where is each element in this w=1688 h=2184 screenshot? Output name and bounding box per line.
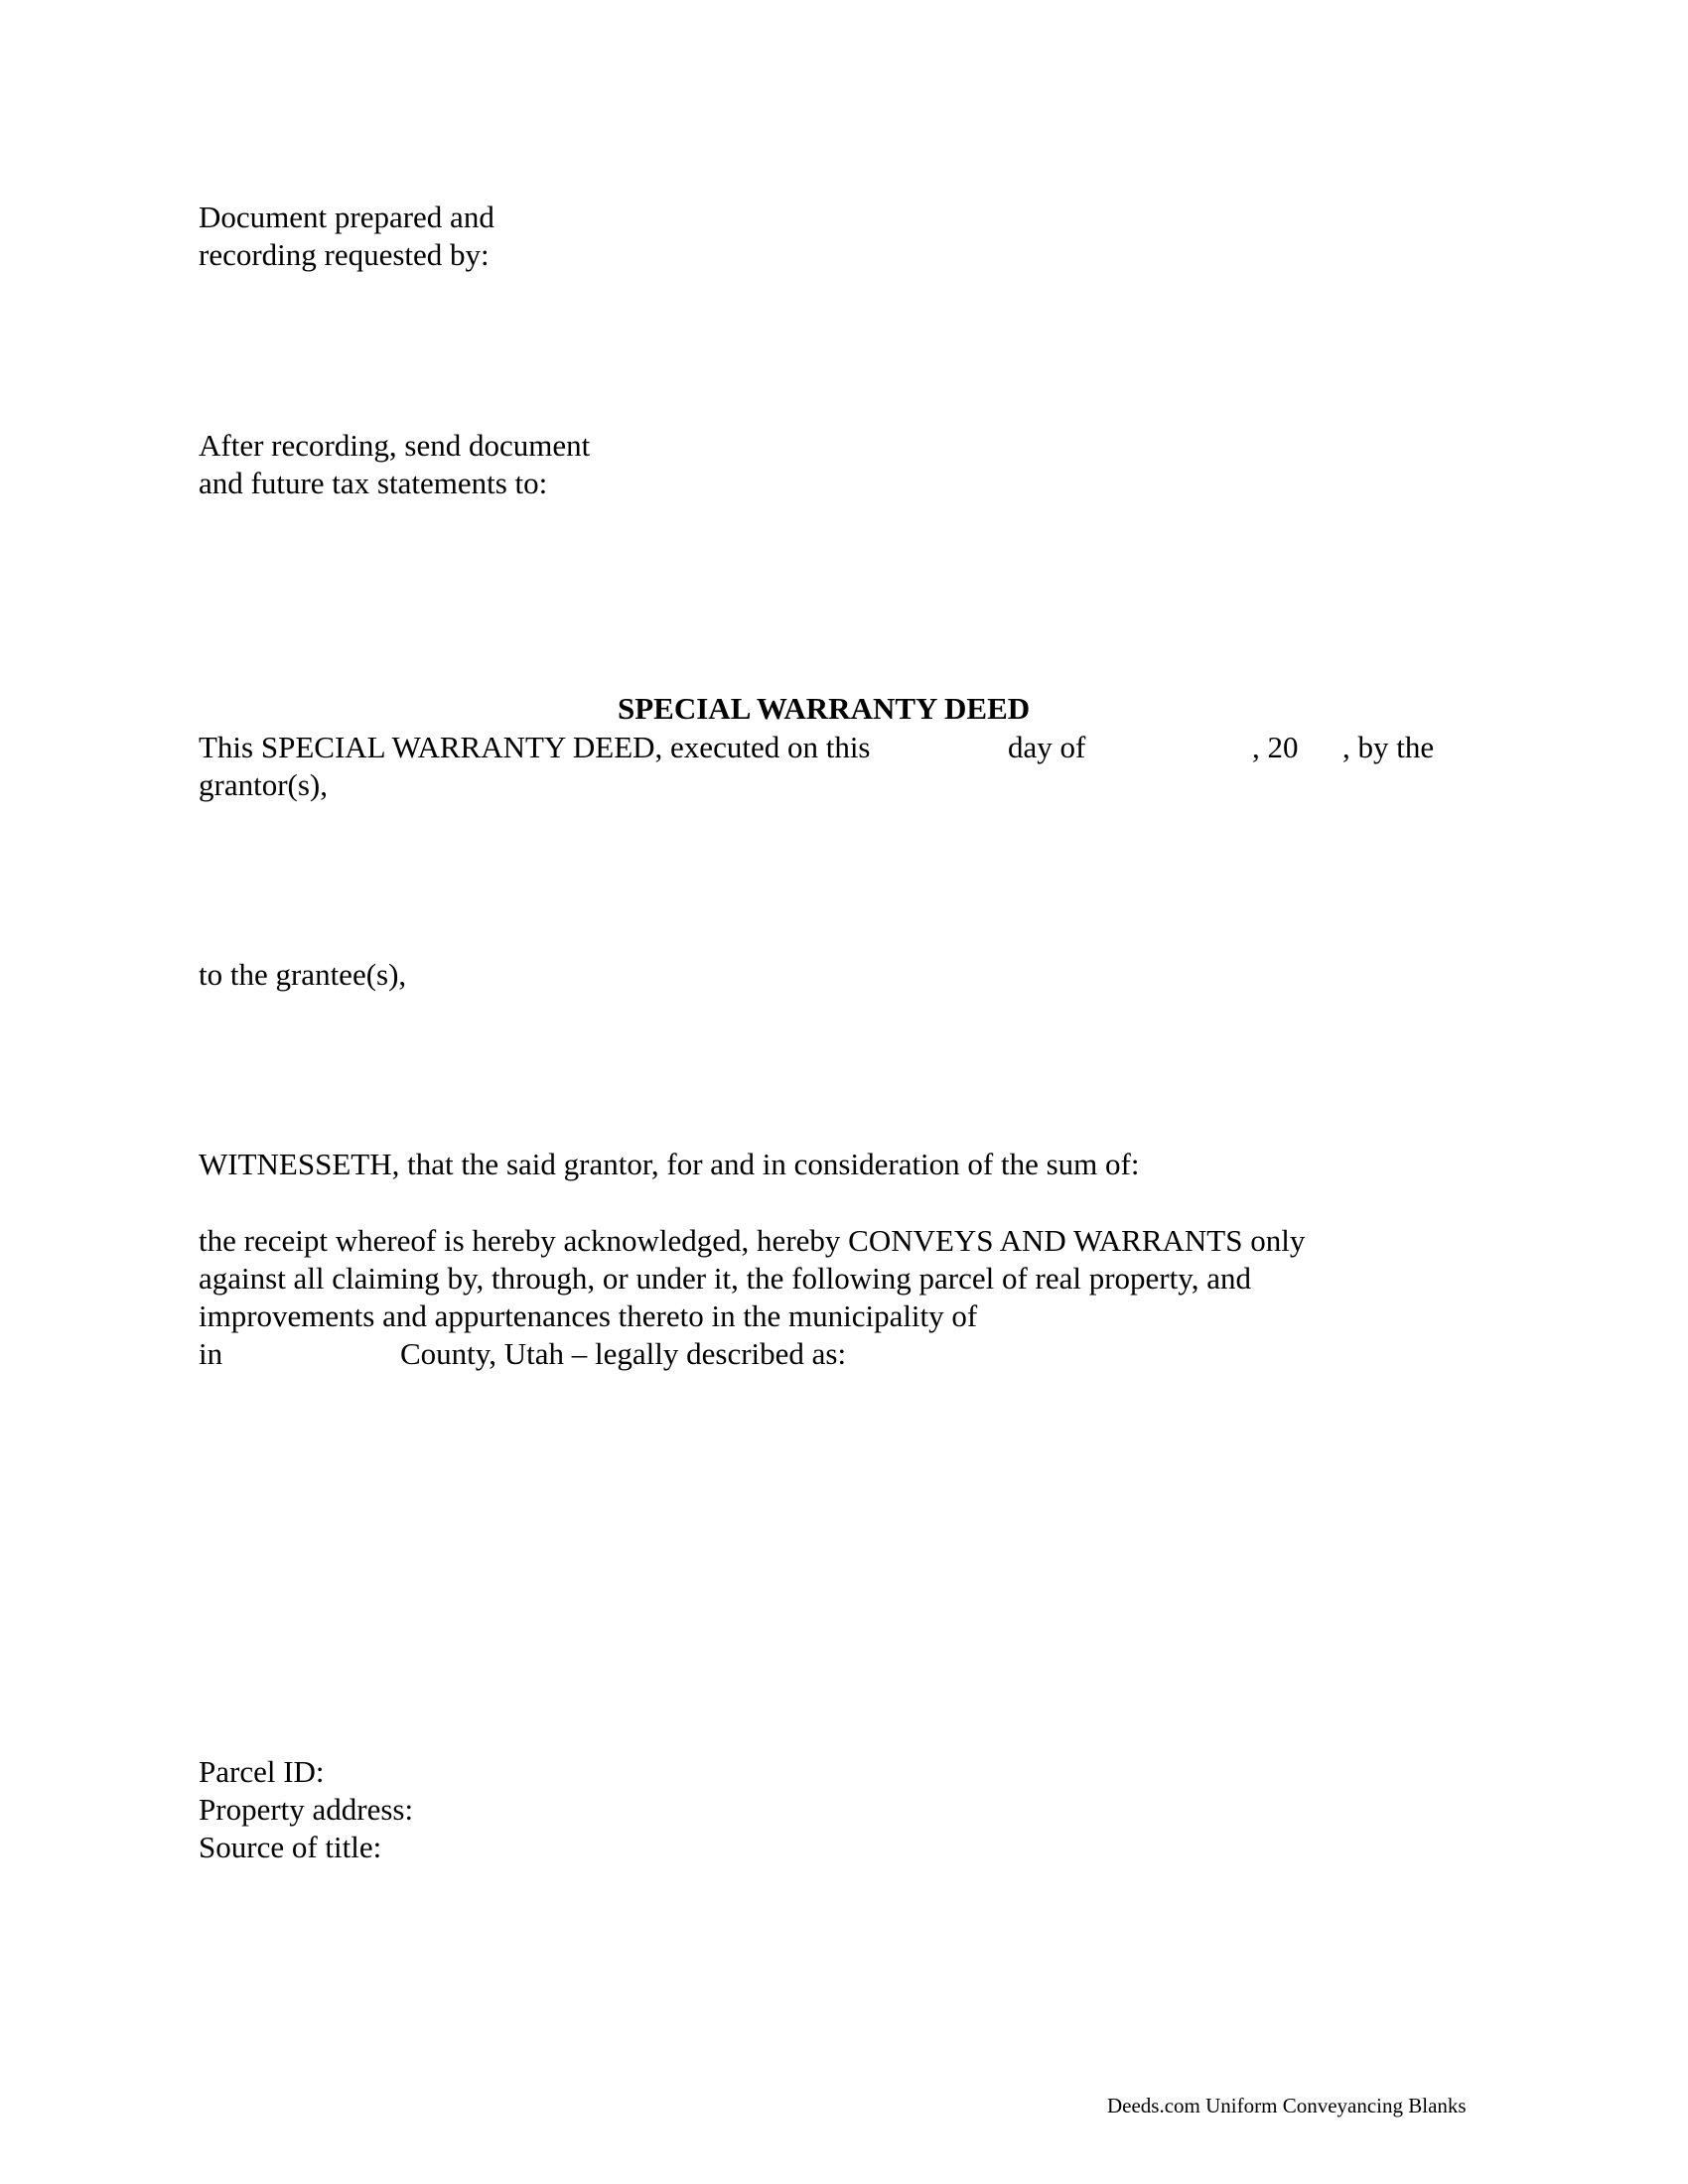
document-title: SPECIAL WARRANTY DEED xyxy=(618,691,1031,726)
property-block xyxy=(199,1753,413,1866)
grantor-label: grantor(s), xyxy=(199,767,328,802)
return-to-line-2: and future tax statements to: xyxy=(199,466,548,500)
return-to-line-1: After recording, send document xyxy=(199,428,591,463)
execution-intro: This SPECIAL WARRANTY DEED, executed on this xyxy=(199,730,871,764)
grantee-label: to the grantee(s), xyxy=(199,957,407,992)
conveyance-county: County, Utah – legally described as: xyxy=(400,1336,847,1371)
parcel-id-label: Parcel ID: xyxy=(199,1754,325,1789)
prepared-by-line-2: recording requested by: xyxy=(199,237,490,272)
conveyance-line-1: the receipt whereof is hereby acknowledged, hereby CONVEYS AND WARRANTS only xyxy=(199,1223,1306,1258)
conveyance-line-3: improvements and appurtenances thereto in the municipality of xyxy=(199,1298,978,1333)
conveyance-in: in xyxy=(199,1336,223,1371)
return-to-block xyxy=(199,427,590,502)
execution-by-the: , by the xyxy=(1342,730,1435,764)
source-of-title-label: Source of title: xyxy=(199,1830,382,1864)
conveyance-line-2: against all claiming by, through, or under it, the following parcel of real property, and xyxy=(199,1261,1251,1296)
footer-text: Deeds.com Uniform Conveyancing Blanks xyxy=(1107,2094,1467,2117)
prepared-by-block xyxy=(199,199,494,274)
conveyance-block xyxy=(199,1222,1305,1335)
prepared-by-line-1: Document prepared and xyxy=(199,200,494,234)
execution-year: , 20 xyxy=(1252,730,1299,764)
property-address-label: Property address: xyxy=(199,1792,414,1827)
witnesseth-clause: WITNESSETH, that the said grantor, for and in consideration of the sum of: xyxy=(199,1147,1140,1181)
execution-day-of: day of xyxy=(1008,730,1086,764)
